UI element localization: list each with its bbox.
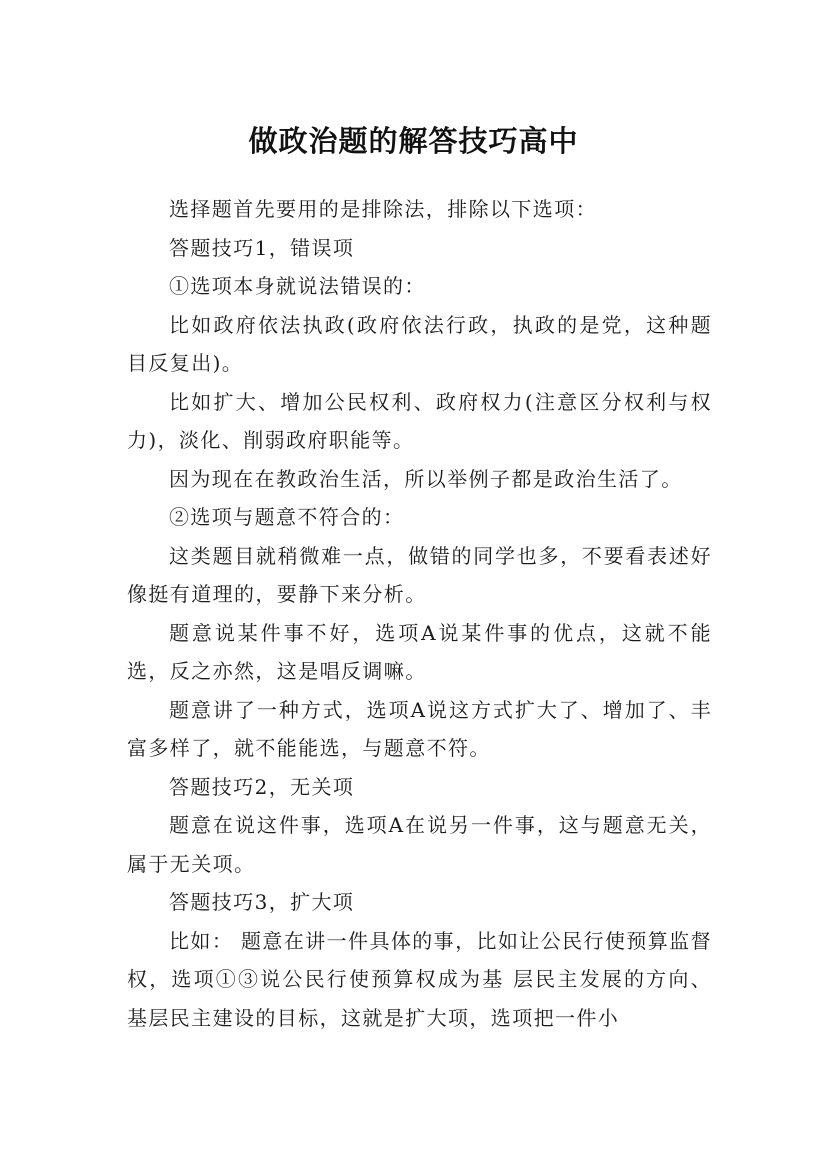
- paragraph: 比如扩大、增加公民权利、政府权力(注意区分权利与权力)，淡化、削弱政府职能等。: [127, 389, 712, 452]
- section-heading: 答题技巧1，错误项: [169, 235, 355, 260]
- paragraph: 题意说某件事不好，选项A说某件事的优点，这就不能选，反之亦然，这是唱反调嘛。: [127, 620, 712, 683]
- paragraph: ②选项与题意不符合的：: [169, 505, 405, 529]
- paragraph: 因为现在在教政治生活，所以举例子都是政治生活了。: [169, 466, 683, 491]
- page-title: 做政治题的解答技巧高中: [248, 124, 579, 159]
- paragraph: 比如政府依法执政(政府依法行政，执政的是党，这种题目反复出)。: [127, 312, 712, 375]
- paragraph: 题意讲了一种方式，选项A说这方式扩大了、增加了、丰富多样了，就不能能选，与题意不符。: [127, 697, 712, 760]
- paragraph: 题意在说这件事，选项A在说另一件事，这与题意无关，属于无关项。: [127, 813, 712, 876]
- paragraph: 比如： 题意在讲一件具体的事，比如让公民行使预算监督权，选项①③说公民行使预算权成为基 层民主发展的方向、基层民主建设的目标，这就是扩大项，选项把一件小: [127, 928, 712, 1030]
- section-heading: 答题技巧3，扩大项: [169, 890, 355, 914]
- paragraph: 选择题首先要用的是排除法，排除以下选项：: [169, 197, 597, 221]
- paragraph: ①选项本身就说法错误的：: [169, 274, 426, 298]
- document-body: [127, 190, 712, 1037]
- section-heading: 答题技巧2，无关项: [169, 774, 355, 799]
- paragraph: 这类题目就稍微难一点，做错的同学也多，不要看表述好像挺有道理的，要静下来分析。: [127, 543, 712, 606]
